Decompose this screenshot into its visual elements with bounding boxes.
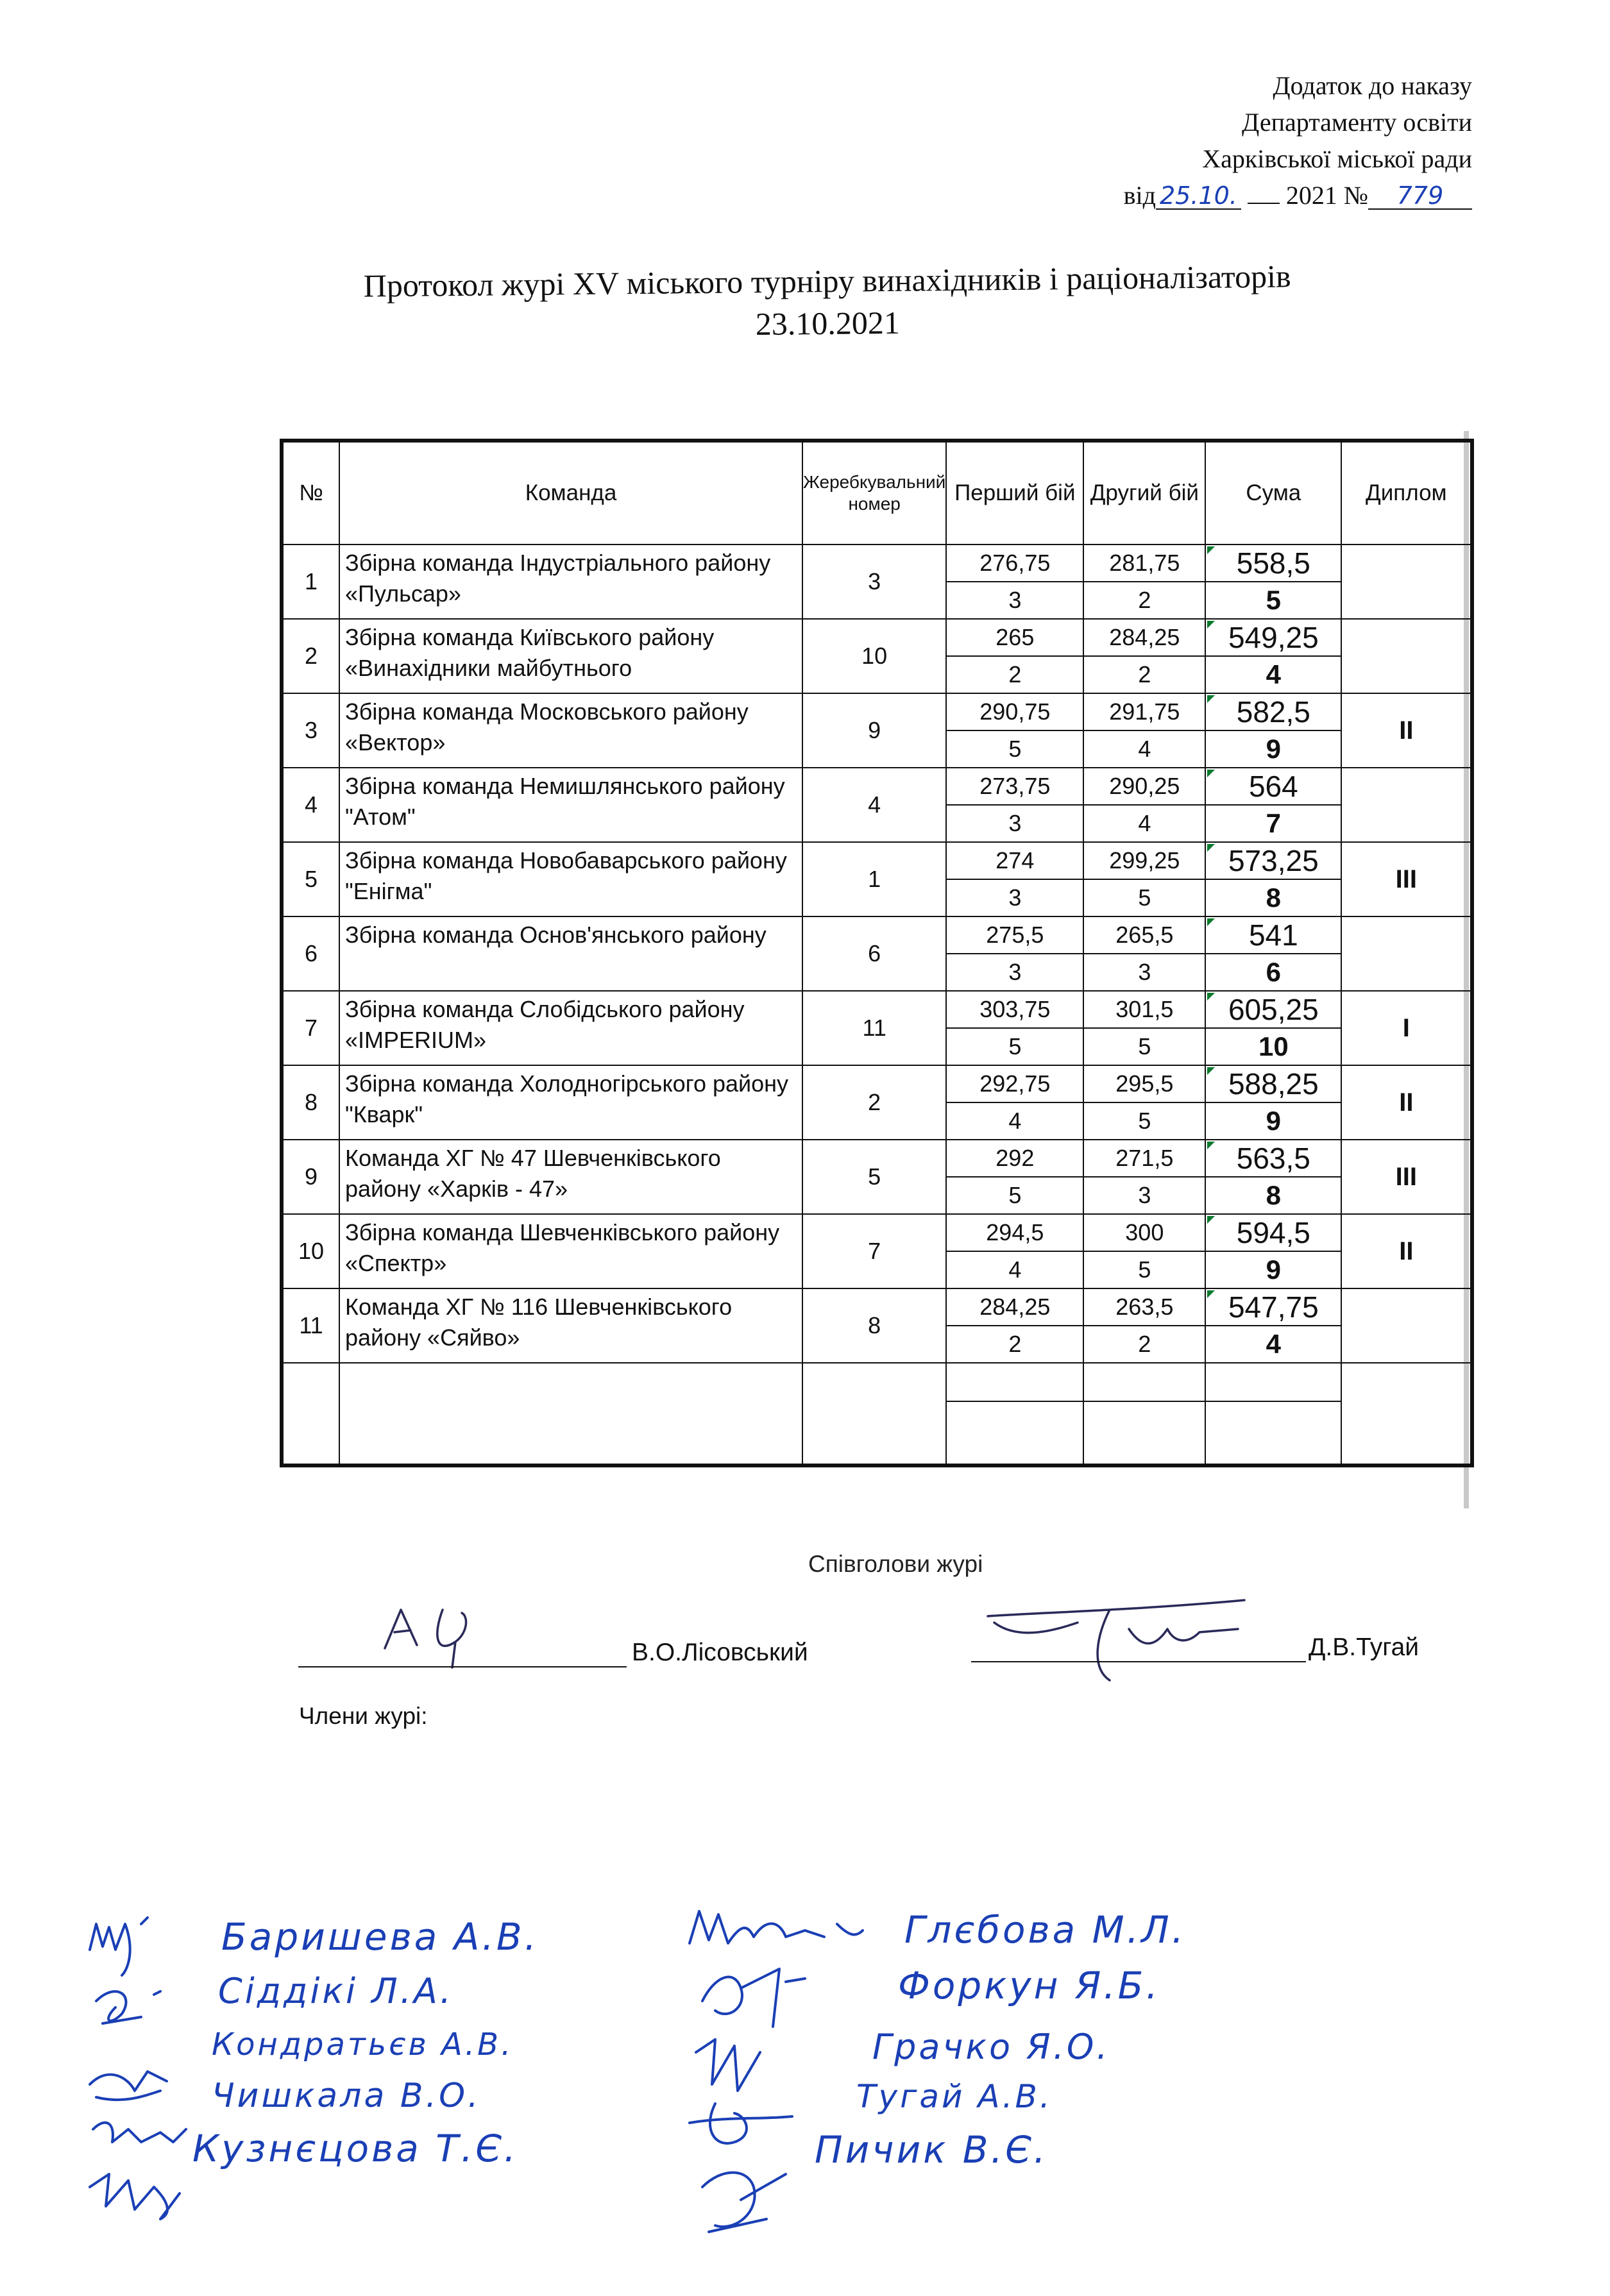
team-name: Збірна команда Холодногірського району "Кварк" (339, 1065, 802, 1140)
diploma-cell: І (1341, 991, 1472, 1065)
row-number: 2 (282, 619, 339, 693)
total-place: 9 (1205, 730, 1341, 768)
chair1-signature (372, 1597, 520, 1674)
header-line-3: Харківської міської ради (1202, 144, 1472, 173)
diploma-cell (1341, 619, 1472, 693)
members-label: Члени журі: (299, 1703, 428, 1729)
total-place: 9 (1205, 1102, 1341, 1140)
total-place: 7 (1205, 805, 1341, 842)
handwritten-date: 25.10. (1156, 183, 1241, 210)
member-right-1: Глєбова М.Л. (904, 1908, 1187, 1952)
battle1-score: 292,75 (946, 1065, 1083, 1102)
order-date-line (1124, 177, 1472, 214)
battle1-score: 275,5 (946, 916, 1083, 954)
protocol-title (269, 254, 1385, 350)
battle1-score: 265 (946, 619, 1083, 656)
row-number: 11 (282, 1288, 339, 1363)
battle2-place: 4 (1083, 805, 1205, 842)
battle1-place: 4 (946, 1102, 1083, 1140)
battle2-score: 295,5 (1083, 1065, 1205, 1102)
handwritten-order-number: 779 (1368, 183, 1472, 210)
draw-number: 8 (802, 1288, 946, 1363)
diploma-cell: ІІ (1341, 1214, 1472, 1288)
draw-number: 5 (802, 1140, 946, 1214)
total-score: 547,75 (1205, 1288, 1341, 1326)
empty-cell (339, 1363, 802, 1465)
battle1-score: 292 (946, 1140, 1083, 1177)
results-table (280, 439, 1474, 1467)
empty-cell (282, 1363, 339, 1465)
chair2-signature (981, 1584, 1251, 1693)
table-row (282, 1288, 1472, 1326)
battle1-place: 3 (946, 805, 1083, 842)
member-right-5: Пичик В.Є. (815, 2128, 1048, 2172)
team-name: Команда ХГ № 116 Шевченківського району «Сяйво» (339, 1288, 802, 1363)
table-row (282, 1214, 1472, 1251)
diploma-cell: ІІ (1341, 1065, 1472, 1140)
draw-number: 2 (802, 1065, 946, 1140)
total-score: 573,25 (1205, 842, 1341, 879)
diploma-cell (1341, 544, 1472, 619)
header-draw: Жеребкувальний номер (802, 441, 946, 544)
date-prefix: від (1123, 181, 1156, 210)
battle1-place: 3 (946, 879, 1083, 916)
battle2-score: 290,25 (1083, 768, 1205, 805)
members-left-signatures (77, 1911, 212, 2296)
empty-cell (1083, 1363, 1205, 1401)
battle2-place: 2 (1083, 1326, 1205, 1363)
draw-number: 9 (802, 693, 946, 768)
member-left-4: Чишкала В.О. (212, 2077, 481, 2115)
battle2-place: 5 (1083, 1102, 1205, 1140)
empty-cell (946, 1363, 1083, 1401)
battle1-score: 273,75 (946, 768, 1083, 805)
battle1-score: 276,75 (946, 544, 1083, 582)
row-number: 8 (282, 1065, 339, 1140)
battle2-place: 5 (1083, 1251, 1205, 1288)
total-place: 8 (1205, 879, 1341, 916)
chairs-label: Співголови журі (808, 1551, 983, 1577)
table-row (282, 916, 1472, 954)
total-score: 558,5 (1205, 544, 1341, 582)
header-team: Команда (339, 441, 802, 544)
battle1-score: 274 (946, 842, 1083, 879)
empty-cell (1341, 1363, 1472, 1465)
date-blank (1248, 203, 1280, 204)
table-row (282, 1140, 1472, 1177)
chair2-name: Д.В.Тугай (1309, 1633, 1419, 1661)
battle2-score: 263,5 (1083, 1288, 1205, 1326)
battle2-place: 5 (1083, 879, 1205, 916)
battle1-place: 5 (946, 1028, 1083, 1065)
diploma-cell: ІІІ (1341, 842, 1472, 916)
diploma-cell: ІІІ (1341, 1140, 1472, 1214)
empty-cell (1083, 1401, 1205, 1465)
battle2-score: 299,25 (1083, 842, 1205, 879)
team-name: Збірна команда Новобаварського району "Енігма" (339, 842, 802, 916)
battle1-place: 2 (946, 656, 1083, 693)
row-number: 10 (282, 1214, 339, 1288)
total-score: 541 (1205, 916, 1341, 954)
chair1-name: В.О.Лісовський (632, 1639, 808, 1666)
team-name: Збірна команда Слобідського району «IMPERIUM» (339, 991, 802, 1065)
battle1-score: 303,75 (946, 991, 1083, 1028)
diploma-cell: ІІ (1341, 693, 1472, 768)
battle1-place: 2 (946, 1326, 1083, 1363)
team-name: Збірна команда Індустріального району «Пульсар» (339, 544, 802, 619)
table-row (282, 991, 1472, 1028)
member-right-3: Грачко Я.О. (872, 2027, 1110, 2067)
order-header (1124, 67, 1472, 214)
battle1-score: 290,75 (946, 693, 1083, 730)
title-line-1: Протокол журі XV міського турніру винахідників і раціоналізаторів (363, 258, 1291, 304)
team-name: Збірна команда Немишлянського району "Атом" (339, 768, 802, 842)
battle1-score: 294,5 (946, 1214, 1083, 1251)
empty-cell (946, 1401, 1083, 1465)
battle2-score: 284,25 (1083, 619, 1205, 656)
member-left-2: Сіддікі Л.А. (218, 1971, 454, 2011)
battle2-score: 301,5 (1083, 991, 1205, 1028)
member-left-3: Кондратьєв А.В. (212, 2027, 514, 2063)
diploma-cell (1341, 1288, 1472, 1363)
battle2-score: 281,75 (1083, 544, 1205, 582)
total-score: 588,25 (1205, 1065, 1341, 1102)
empty-row (282, 1363, 1472, 1401)
row-number: 9 (282, 1140, 339, 1214)
battle2-place: 4 (1083, 730, 1205, 768)
team-name: Збірна команда Шевченківського району «Спектр» (339, 1214, 802, 1288)
battle2-place: 5 (1083, 1028, 1205, 1065)
total-score: 563,5 (1205, 1140, 1341, 1177)
battle1-place: 5 (946, 730, 1083, 768)
diploma-cell (1341, 768, 1472, 842)
battle2-score: 271,5 (1083, 1140, 1205, 1177)
member-left-5: Кузнєцова Т.Є. (192, 2127, 519, 2170)
title-line-2: 23.10.2021 (755, 304, 901, 342)
battle1-score: 284,25 (946, 1288, 1083, 1326)
row-number: 5 (282, 842, 339, 916)
date-year: 2021 № (1285, 181, 1368, 210)
table-header-row (282, 441, 1472, 544)
table-row (282, 768, 1472, 805)
empty-cell (1205, 1401, 1341, 1465)
table-row (282, 842, 1472, 879)
total-score: 594,5 (1205, 1214, 1341, 1251)
table-body (282, 544, 1472, 1465)
row-number: 4 (282, 768, 339, 842)
draw-number: 11 (802, 991, 946, 1065)
header-battle2: Другий бій (1083, 441, 1205, 544)
total-place: 4 (1205, 656, 1341, 693)
draw-number: 4 (802, 768, 946, 842)
total-score: 564 (1205, 768, 1341, 805)
total-place: 9 (1205, 1251, 1341, 1288)
row-number: 1 (282, 544, 339, 619)
table-row (282, 544, 1472, 582)
team-name: Збірна команда Київського району «Винахідники майбутнього (339, 619, 802, 693)
total-place: 8 (1205, 1177, 1341, 1214)
battle2-place: 3 (1083, 954, 1205, 991)
header-no: № (282, 441, 339, 544)
total-place: 10 (1205, 1028, 1341, 1065)
total-score: 582,5 (1205, 693, 1341, 730)
empty-cell (802, 1363, 946, 1465)
total-score: 605,25 (1205, 991, 1341, 1028)
header-line-2: Департаменту освіти (1242, 108, 1472, 137)
chair1-signature-line (298, 1666, 627, 1667)
team-name: Збірна команда Московського району «Вектор» (339, 693, 802, 768)
battle2-place: 3 (1083, 1177, 1205, 1214)
header-sum: Сума (1205, 441, 1341, 544)
draw-number: 3 (802, 544, 946, 619)
row-number: 3 (282, 693, 339, 768)
total-place: 5 (1205, 582, 1341, 619)
row-number: 7 (282, 991, 339, 1065)
empty-cell (1205, 1363, 1341, 1401)
battle2-score: 291,75 (1083, 693, 1205, 730)
diploma-cell (1341, 916, 1472, 991)
table-row (282, 1065, 1472, 1102)
header-line-1: Додаток до наказу (1273, 71, 1472, 100)
header-diploma: Диплом (1341, 441, 1472, 544)
battle2-place: 2 (1083, 582, 1205, 619)
member-right-4: Тугай А.В. (856, 2078, 1053, 2115)
draw-number: 6 (802, 916, 946, 991)
member-left-1: Баришева А.В. (221, 1915, 539, 1959)
team-name: Збірна команда Основ'янського району (339, 916, 802, 991)
draw-number: 1 (802, 842, 946, 916)
battle2-place: 2 (1083, 656, 1205, 693)
team-name: Команда ХГ № 47 Шевченківського району «Харків - 47» (339, 1140, 802, 1214)
battle1-place: 4 (946, 1251, 1083, 1288)
battle2-score: 265,5 (1083, 916, 1205, 954)
table-row (282, 693, 1472, 730)
table-row (282, 619, 1472, 656)
total-place: 6 (1205, 954, 1341, 991)
total-place: 4 (1205, 1326, 1341, 1363)
battle2-score: 300 (1083, 1214, 1205, 1251)
battle1-place: 3 (946, 582, 1083, 619)
chair2-signature-line (971, 1661, 1306, 1662)
battle1-place: 3 (946, 954, 1083, 991)
members-right-signatures (677, 1898, 876, 2258)
battle1-place: 5 (946, 1177, 1083, 1214)
row-number: 6 (282, 916, 339, 991)
header-battle1: Перший бій (946, 441, 1083, 544)
member-right-2: Форкун Я.Б. (898, 1964, 1160, 2007)
total-score: 549,25 (1205, 619, 1341, 656)
draw-number: 7 (802, 1214, 946, 1288)
draw-number: 10 (802, 619, 946, 693)
